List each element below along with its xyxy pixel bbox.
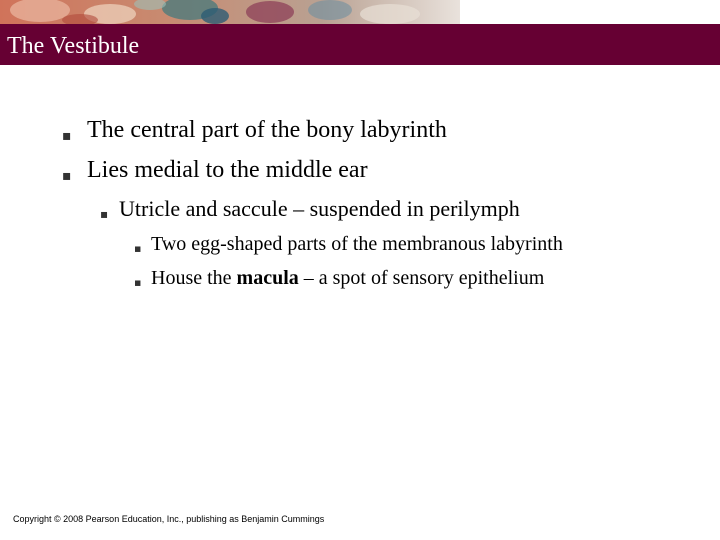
bullet-text: [151, 266, 544, 290]
bullet-square-icon: ▪: [134, 276, 142, 289]
bullet-square-icon: ▪: [62, 168, 72, 184]
bullet-square-icon: ▪: [134, 242, 142, 255]
header-decorative-image: [0, 0, 460, 24]
bullet-text: Utricle and saccule – suspended in perilymph: [119, 196, 520, 221]
bullet-text: The central part of the bony labyrinth: [87, 117, 447, 143]
bullet-text-rest: – a spot of sensory epithelium: [298, 267, 545, 289]
bullet-text-lead: House the: [151, 267, 237, 289]
bullet-text: Lies medial to the middle ear: [87, 157, 368, 183]
copyright-footer: Copyright © 2008 Pearson Education, Inc., publishing as Benjamin Cummings: [13, 514, 325, 524]
title-bar: [0, 24, 720, 65]
bullet-square-icon: ▪: [100, 207, 109, 221]
bullet-text-emphasis: macula: [236, 267, 299, 289]
bullet-square-icon: ▪: [62, 128, 72, 144]
slide-title: The Vestibule: [7, 33, 140, 59]
bullet-text: Two egg-shaped parts of the membranous labyrinth: [151, 233, 563, 255]
